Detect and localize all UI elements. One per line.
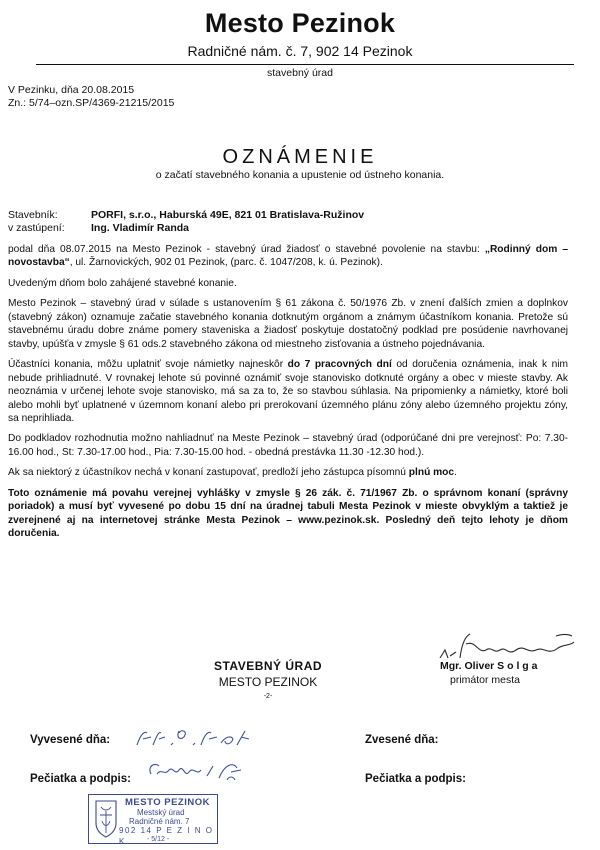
paragraph-legal-basis: Mesto Pezinok – stavebný úrad v súlade s ustanovením § 61 zákona č. 50/1976 Zb. v znení ďalších zmien a doplnkov (stavebný zákon) oznamuje začatie stavebného konania dotknutým orgánom a známym účastníkom konania. Pretože sú stavebnému úradu dobre známe pomery staveniska a žiadosť poskytuje dostatočný podklad pre posúdenie navrhovanej stavby, upúšťa v zmysle § 61 ods.2 stavebného zákona od miestneho zisťovania a ústneho pojednávania. (8, 298, 568, 350)
posted-date-handwriting (133, 725, 258, 751)
posted-date-label: Vyvesené dňa: (30, 734, 111, 746)
office-line-2: MESTO PEZINOK (218, 674, 318, 689)
deadline-text: do 7 pracovných dní (287, 359, 392, 371)
text-span: , ul. Žarnovických, 902 01 Pezinok, (parc. č. 1047/208, k. ú. Pezinok). (69, 257, 383, 269)
mayor-role: primátor mesta (450, 673, 521, 686)
paragraph-application (8, 243, 568, 270)
stamp-line-1: MESTO PEZINOK (125, 797, 210, 808)
reference-number: Zn.: 5/74–ozn.SP/4369-21215/2015 (8, 97, 175, 109)
paragraph-objections (8, 358, 568, 425)
paragraph-public-notice: Toto oznámenie má povahu verejnej vyhlášky v zmysle § 26 zák. č. 71/1967 Zb. o správnom konaní (správny poriadok) a musí byť vyvesené po dobu 15 dní na úradnej tabuli Mesta Pezinok v mieste obvyklým a taktiež je zverejnené aj na internetovej stránke Mesta Pezinok – www.pezinok.sk. Posledný deň tejto lehoty je dňom doručenia. (8, 487, 568, 540)
stamp-sign-label-right: Pečiatka a podpis: (365, 773, 466, 785)
representative-value: Ing. Vladimír Randa (91, 222, 190, 234)
stamp-line-2: Mestský úrad (137, 808, 185, 817)
stamp-line-3: Radničné nám. 7 (129, 817, 190, 826)
text-span: podal dňa 08.07.2015 na Mesto Pezinok - stavebný úrad žiadosť o stavebné povolenie na stavbu: (8, 244, 485, 255)
header-address: Radničné nám. č. 7, 902 14 Pezinok (187, 43, 413, 59)
stamp-signature-handwriting (145, 758, 255, 784)
office-line-1: STAVEBNÝ ÚRAD (213, 659, 323, 673)
text-span: Ak sa niektorý z účastníkov nechá v konaní zastupovať, predloží jeho zástupca písomnú (8, 467, 409, 479)
document-subtitle: o začatí stavebného konania a upustenie od ústneho konania. (155, 169, 445, 181)
stamp-line-5: - 5/12 - (147, 836, 170, 843)
coat-of-arms-icon (94, 799, 118, 839)
mayor-signature-block (440, 660, 560, 688)
representative-label: v zastúpení: (8, 222, 65, 234)
office-signature-block (208, 659, 328, 701)
builder-row (8, 209, 364, 223)
project-name: „Rodinný dom – novostavba“ (8, 244, 568, 269)
builder-label: Stavebník: (8, 209, 58, 221)
paragraph-office-hours: Do podkladov rozhodnutia možno nahliadnuť na Meste Pezinok – stavebný úrad (odporúčané dni pre verejnosť: Po: 7.30-16.00 hod., St: 7.30-17.00 hod., Pia: 7.30-15.00 hod. - obedná prestávka 11.30 -12.30 hod.). (8, 433, 568, 458)
mayor-name: Mgr. Oliver S o l g a (440, 660, 538, 672)
paragraph-commenced: Uvedeným dňom bolo zahájené stavebné konanie. (8, 277, 237, 289)
text-span: . (454, 467, 457, 479)
stamp-line-4: 902 14 P E Z I N O K (119, 826, 214, 846)
removed-date-label: Zvesené dňa: (365, 734, 439, 746)
stamp-sign-label-left: Pečiatka a podpis: (30, 773, 131, 785)
header-divider (36, 64, 574, 65)
representative-row (8, 222, 189, 236)
office-line-3: -2- (263, 692, 273, 700)
paragraph-power-of-attorney (8, 466, 568, 479)
document-title: OZNÁMENIE (222, 146, 378, 168)
municipal-stamp (88, 794, 218, 844)
text-span: Účastníci konania, môžu uplatniť svoje námietky najneskôr (8, 359, 288, 371)
place-date: V Pezinku, dňa 20.08.2015 (8, 84, 135, 96)
header-office: stavebný úrad (267, 67, 333, 79)
notice-body (8, 243, 568, 548)
power-of-attorney-text: plnú moc (408, 467, 455, 479)
text-span: od doručenia oznámenia, inak k nim nebude prihliadnuté. V rovnakej lehote sú povinné oznámiť svoje stanovisko dotknuté orgány a obec v mieste stavby. Ak neoznámia v určenej lehote svoje stanovisko, má sa za to, že so stavbou súhlasia. Na pripomienky a námietky, ktoré boli alebo mohli byť uplatnené v územnom konaní alebo pri prerokovaní územného plánu zóny alebo územného projektu zóny, sa neprihliada. (8, 359, 568, 424)
builder-value: PORFI, s.r.o., Haburská 49E, 821 01 Bratislava-Ružinov (91, 209, 365, 221)
header-title: Mesto Pezinok (204, 8, 396, 38)
